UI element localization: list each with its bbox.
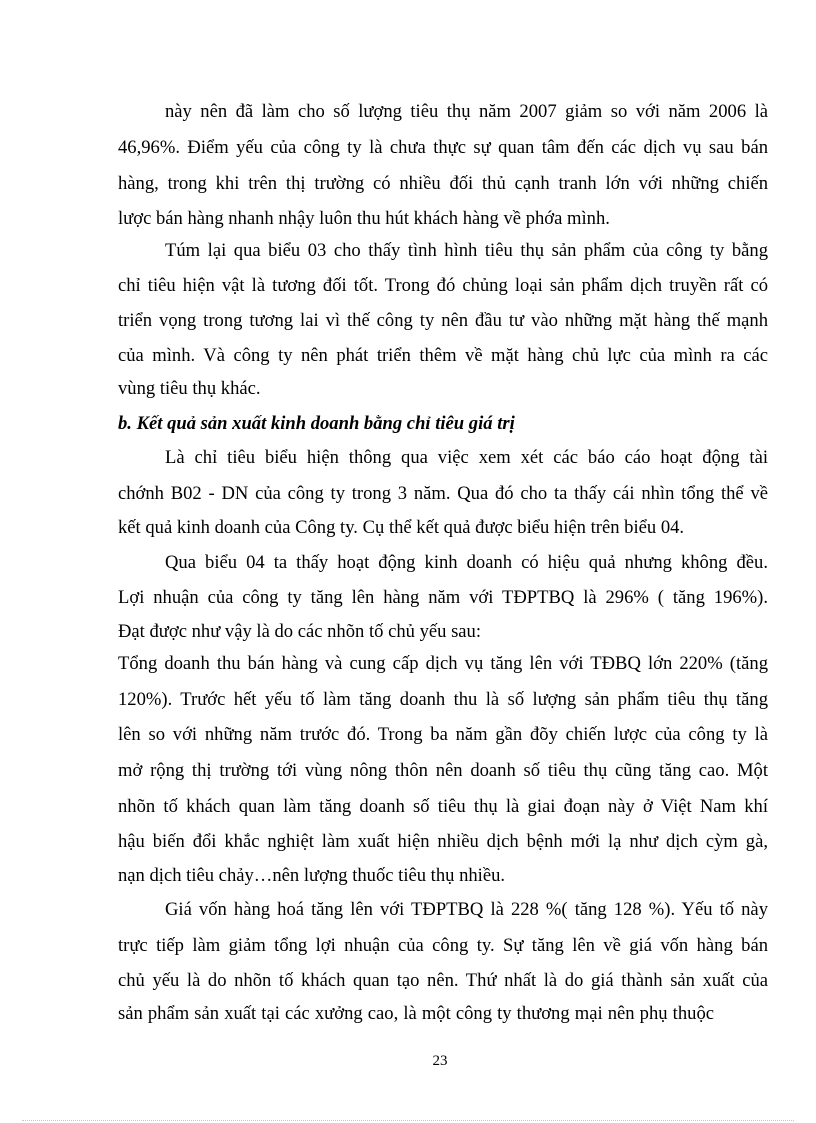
paragraph-1-line-2: 46,96%. Điểm yếu của công ty là chưa thực sự quan tâm đến các dịch vụ sau bán <box>118 137 768 158</box>
paragraph-4-line-1: Qua biểu 04 ta thấy hoạt động kinh doanh có hiệu quả nhưng không đều. <box>165 552 768 573</box>
page-bottom-divider <box>22 1120 794 1121</box>
paragraph-2-line-3: triển vọng trong tương lai vì thế công ty nên đầu tư vào những mặt hàng thế mạnh <box>118 310 768 331</box>
paragraph-4-line-2: Lợi nhuận của công ty tăng lên hàng năm với TĐPTBQ là 296% ( tăng 196%). <box>118 587 768 608</box>
paragraph-1-line-1: này nên đã làm cho số lượng tiêu thụ năm 2007 giảm so với năm 2006 là <box>165 101 768 122</box>
paragraph-2-line-4: của mình. Và công ty nên phát triển thêm về mặt hàng chủ lực của mình ra các <box>118 345 768 366</box>
paragraph-2-line-1: Túm lại qua biểu 03 cho thấy tình hình tiêu thụ sản phẩm của công ty bằng <box>165 240 768 261</box>
paragraph-5-line-7: nạn dịch tiêu chảy…nên lượng thuốc tiêu thụ nhiều. <box>118 865 506 886</box>
paragraph-5-line-1: Tổng doanh thu bán hàng và cung cấp dịch vụ tăng lên với TĐBQ lớn 220% (tăng <box>118 653 768 674</box>
paragraph-2-line-5: vùng tiêu thụ khác. <box>118 378 261 399</box>
paragraph-1-line-3: hàng, trong khi trên thị trường có nhiều đối thủ cạnh tranh lớn với những chiến <box>118 173 768 194</box>
paragraph-2-line-2: chỉ tiêu hiện vật là tương đối tốt. Trong đó chủng loại sản phẩm dịch truyền rất có <box>118 275 768 296</box>
paragraph-5-line-6: hậu biến đổi khắc nghiệt làm xuất hiện nhiều dịch bệnh mới lạ như dịch cỳm gà, <box>118 831 768 852</box>
paragraph-6-line-3: chủ yếu là do nhõn tố khách quan tạo nên. Thứ nhất là do giá thành sản xuất của <box>118 970 768 991</box>
paragraph-6-line-2: trực tiếp làm giảm tổng lợi nhuận của công ty. Sự tăng lên về giá vốn hàng bán <box>118 935 768 956</box>
paragraph-6-line-1: Giá vốn hàng hoá tăng lên với TĐPTBQ là 228 %( tăng 128 %). Yếu tố này <box>165 899 768 920</box>
paragraph-1-line-4: lược bán hàng nhanh nhậy luôn thu hút khách hàng về phớa mình. <box>118 208 610 229</box>
paragraph-5-line-3: lên so với những năm trước đó. Trong ba năm gần đõy chiến lược của công ty là <box>118 724 768 745</box>
paragraph-3-line-3: kết quả kinh doanh của Công ty. Cụ thể kết quả được biểu hiện trên biểu 04. <box>118 517 685 538</box>
paragraph-3-line-2: chớnh B02 - DN của công ty trong 3 năm. Qua đó cho ta thấy cái nhìn tổng thể về <box>118 483 768 504</box>
paragraph-3-line-1: Là chỉ tiêu biểu hiện thông qua việc xem xét các báo cáo hoạt động tài <box>165 447 768 468</box>
paragraph-5-line-5: nhõn tố khách quan làm tăng doanh số tiêu thụ là giai đoạn này ở Việt Nam khí <box>118 796 768 817</box>
paragraph-5-line-2: 120%). Trước hết yếu tố làm tăng doanh thu là số lượng sản phẩm tiêu thụ tăng <box>118 689 768 710</box>
page-number: 23 <box>432 1053 448 1069</box>
paragraph-4-line-3: Đạt được như vậy là do các nhõn tố chủ yếu sau: <box>118 621 482 642</box>
section-heading: b. Kết quả sản xuất kinh doanh bằng chỉ tiêu giá trị <box>118 413 515 434</box>
paragraph-6-line-4: sản phẩm sản xuất tại các xưởng cao, là một công ty thương mại nên phụ thuộc <box>118 1003 714 1024</box>
paragraph-5-line-4: mở rộng thị trường tới vùng nông thôn nên doanh số tiêu thụ cũng tăng cao. Một <box>118 760 768 781</box>
